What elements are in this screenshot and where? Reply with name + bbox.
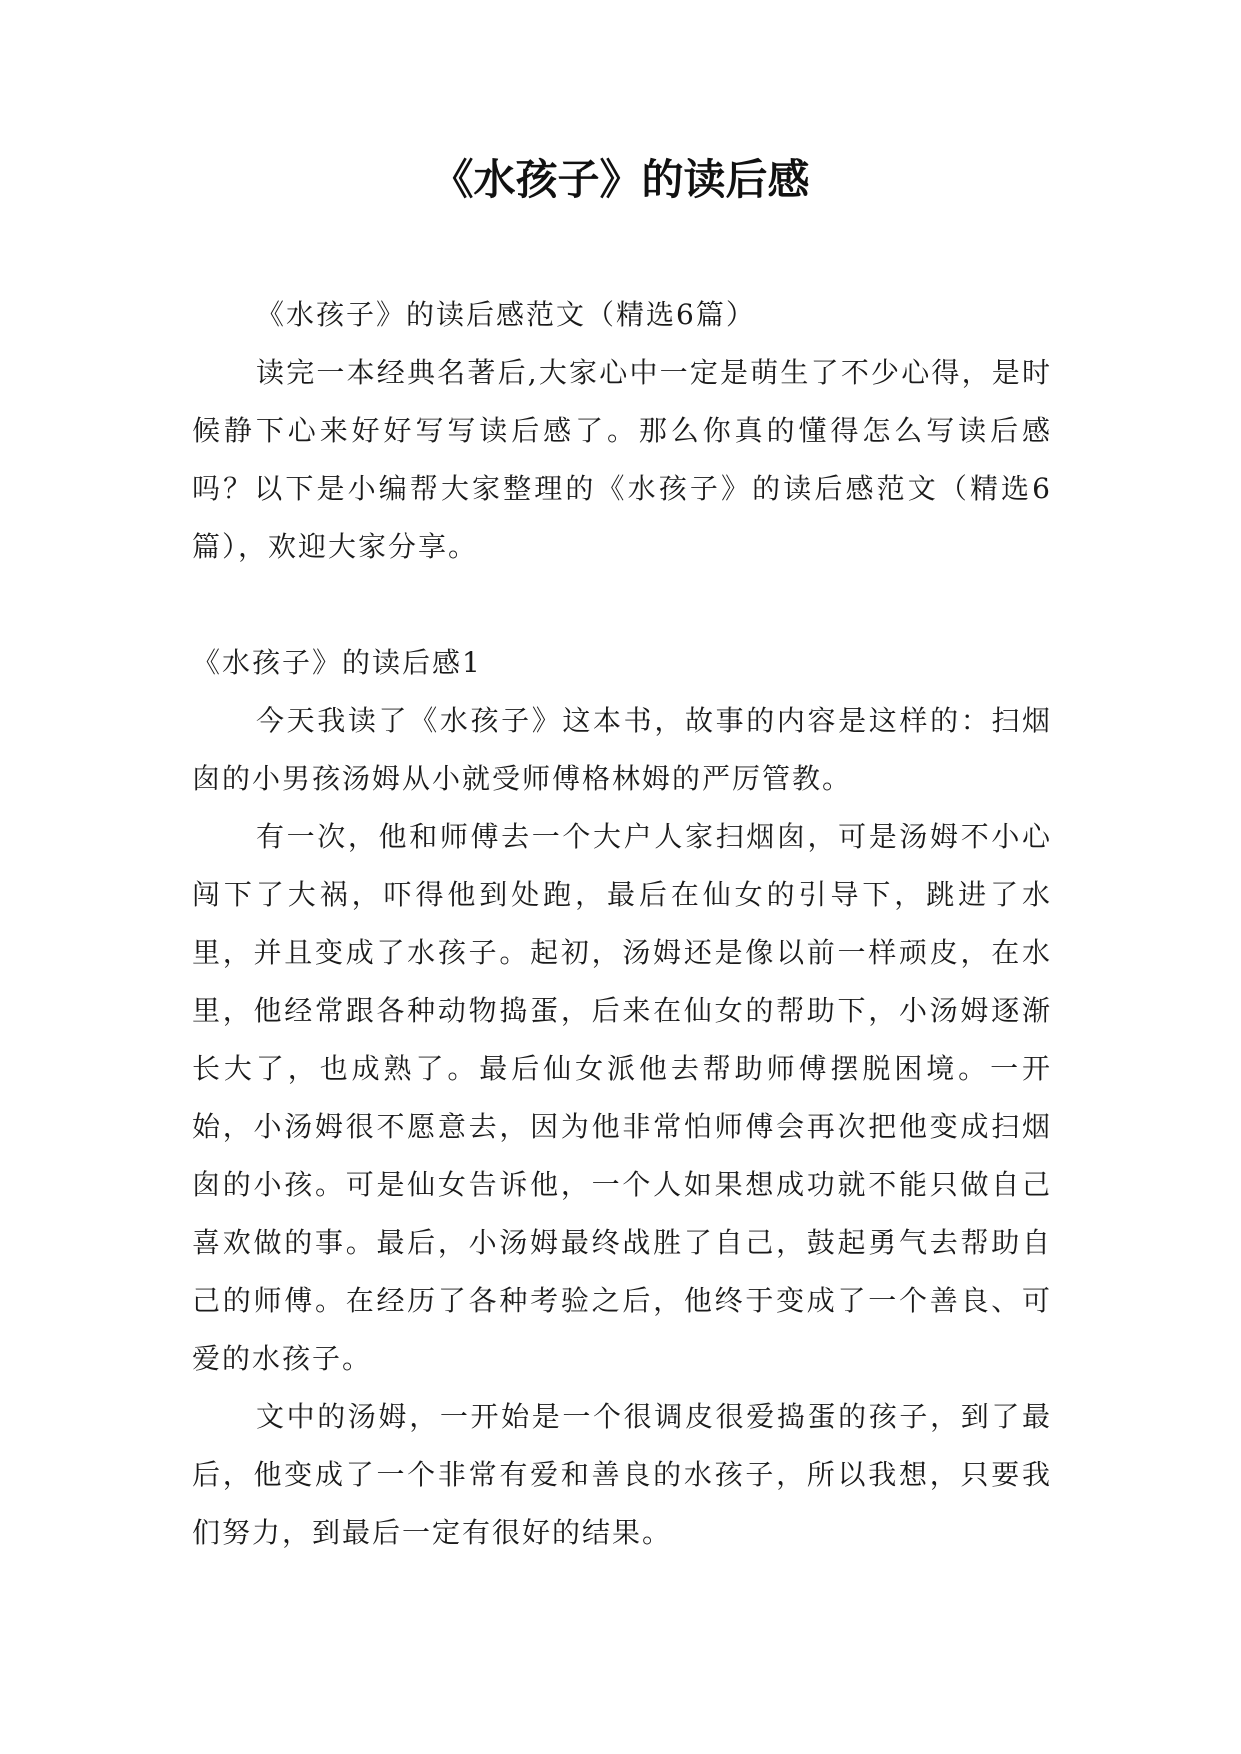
section-paragraph: 今天我读了《水孩子》这本书，故事的内容是这样的：扫烟囱的小男孩汤姆从小就受师傅格林姆的严厉管教。	[192, 704, 1052, 795]
document-body	[192, 286, 1052, 1562]
section-paragraph: 有一次，他和师傅去一个大户人家扫烟囱，可是汤姆不小心闯下了大祸，吓得他到处跑，最后在仙女的引导下，跳进了水里，并且变成了水孩子。起初，汤姆还是像以前一样顽皮，在水里，他经常跟各种动物捣蛋，后来在仙女的帮助下，小汤姆逐渐长大了，也成熟了。最后仙女派他去帮助师傅摆脱困境。一开始，小汤姆很不愿意去，因为他非常怕师傅会再次把他变成扫烟囱的小孩。可是仙女告诉他，一个人如果想成功就不能只做自己喜欢做的事。最后，小汤姆最终战胜了自己，鼓起勇气去帮助自己的师傅。在经历了各种考验之后，他终于变成了一个善良、可爱的水孩子。	[192, 820, 1052, 1375]
section-heading: 《水孩子》的读后感1	[192, 646, 482, 679]
document-title: 《水孩子》的读后感	[431, 155, 810, 204]
paragraph-spacer	[192, 576, 1052, 634]
section-paragraph: 文中的汤姆，一开始是一个很调皮很爱捣蛋的孩子，到了最后，他变成了一个非常有爱和善良的水孩子，所以我想，只要我们努力，到最后一定有很好的结果。	[192, 1400, 1052, 1549]
intro-paragraph: 读完一本经典名著后,大家心中一定是萌生了不少心得，是时候静下心来好好写写读后感了。那么你真的懂得怎么写读后感吗？以下是小编帮大家整理的《水孩子》的读后感范文（精选6篇），欢迎大家分享。	[192, 356, 1052, 563]
document-subtitle: 《水孩子》的读后感范文（精选6篇）	[256, 298, 756, 331]
